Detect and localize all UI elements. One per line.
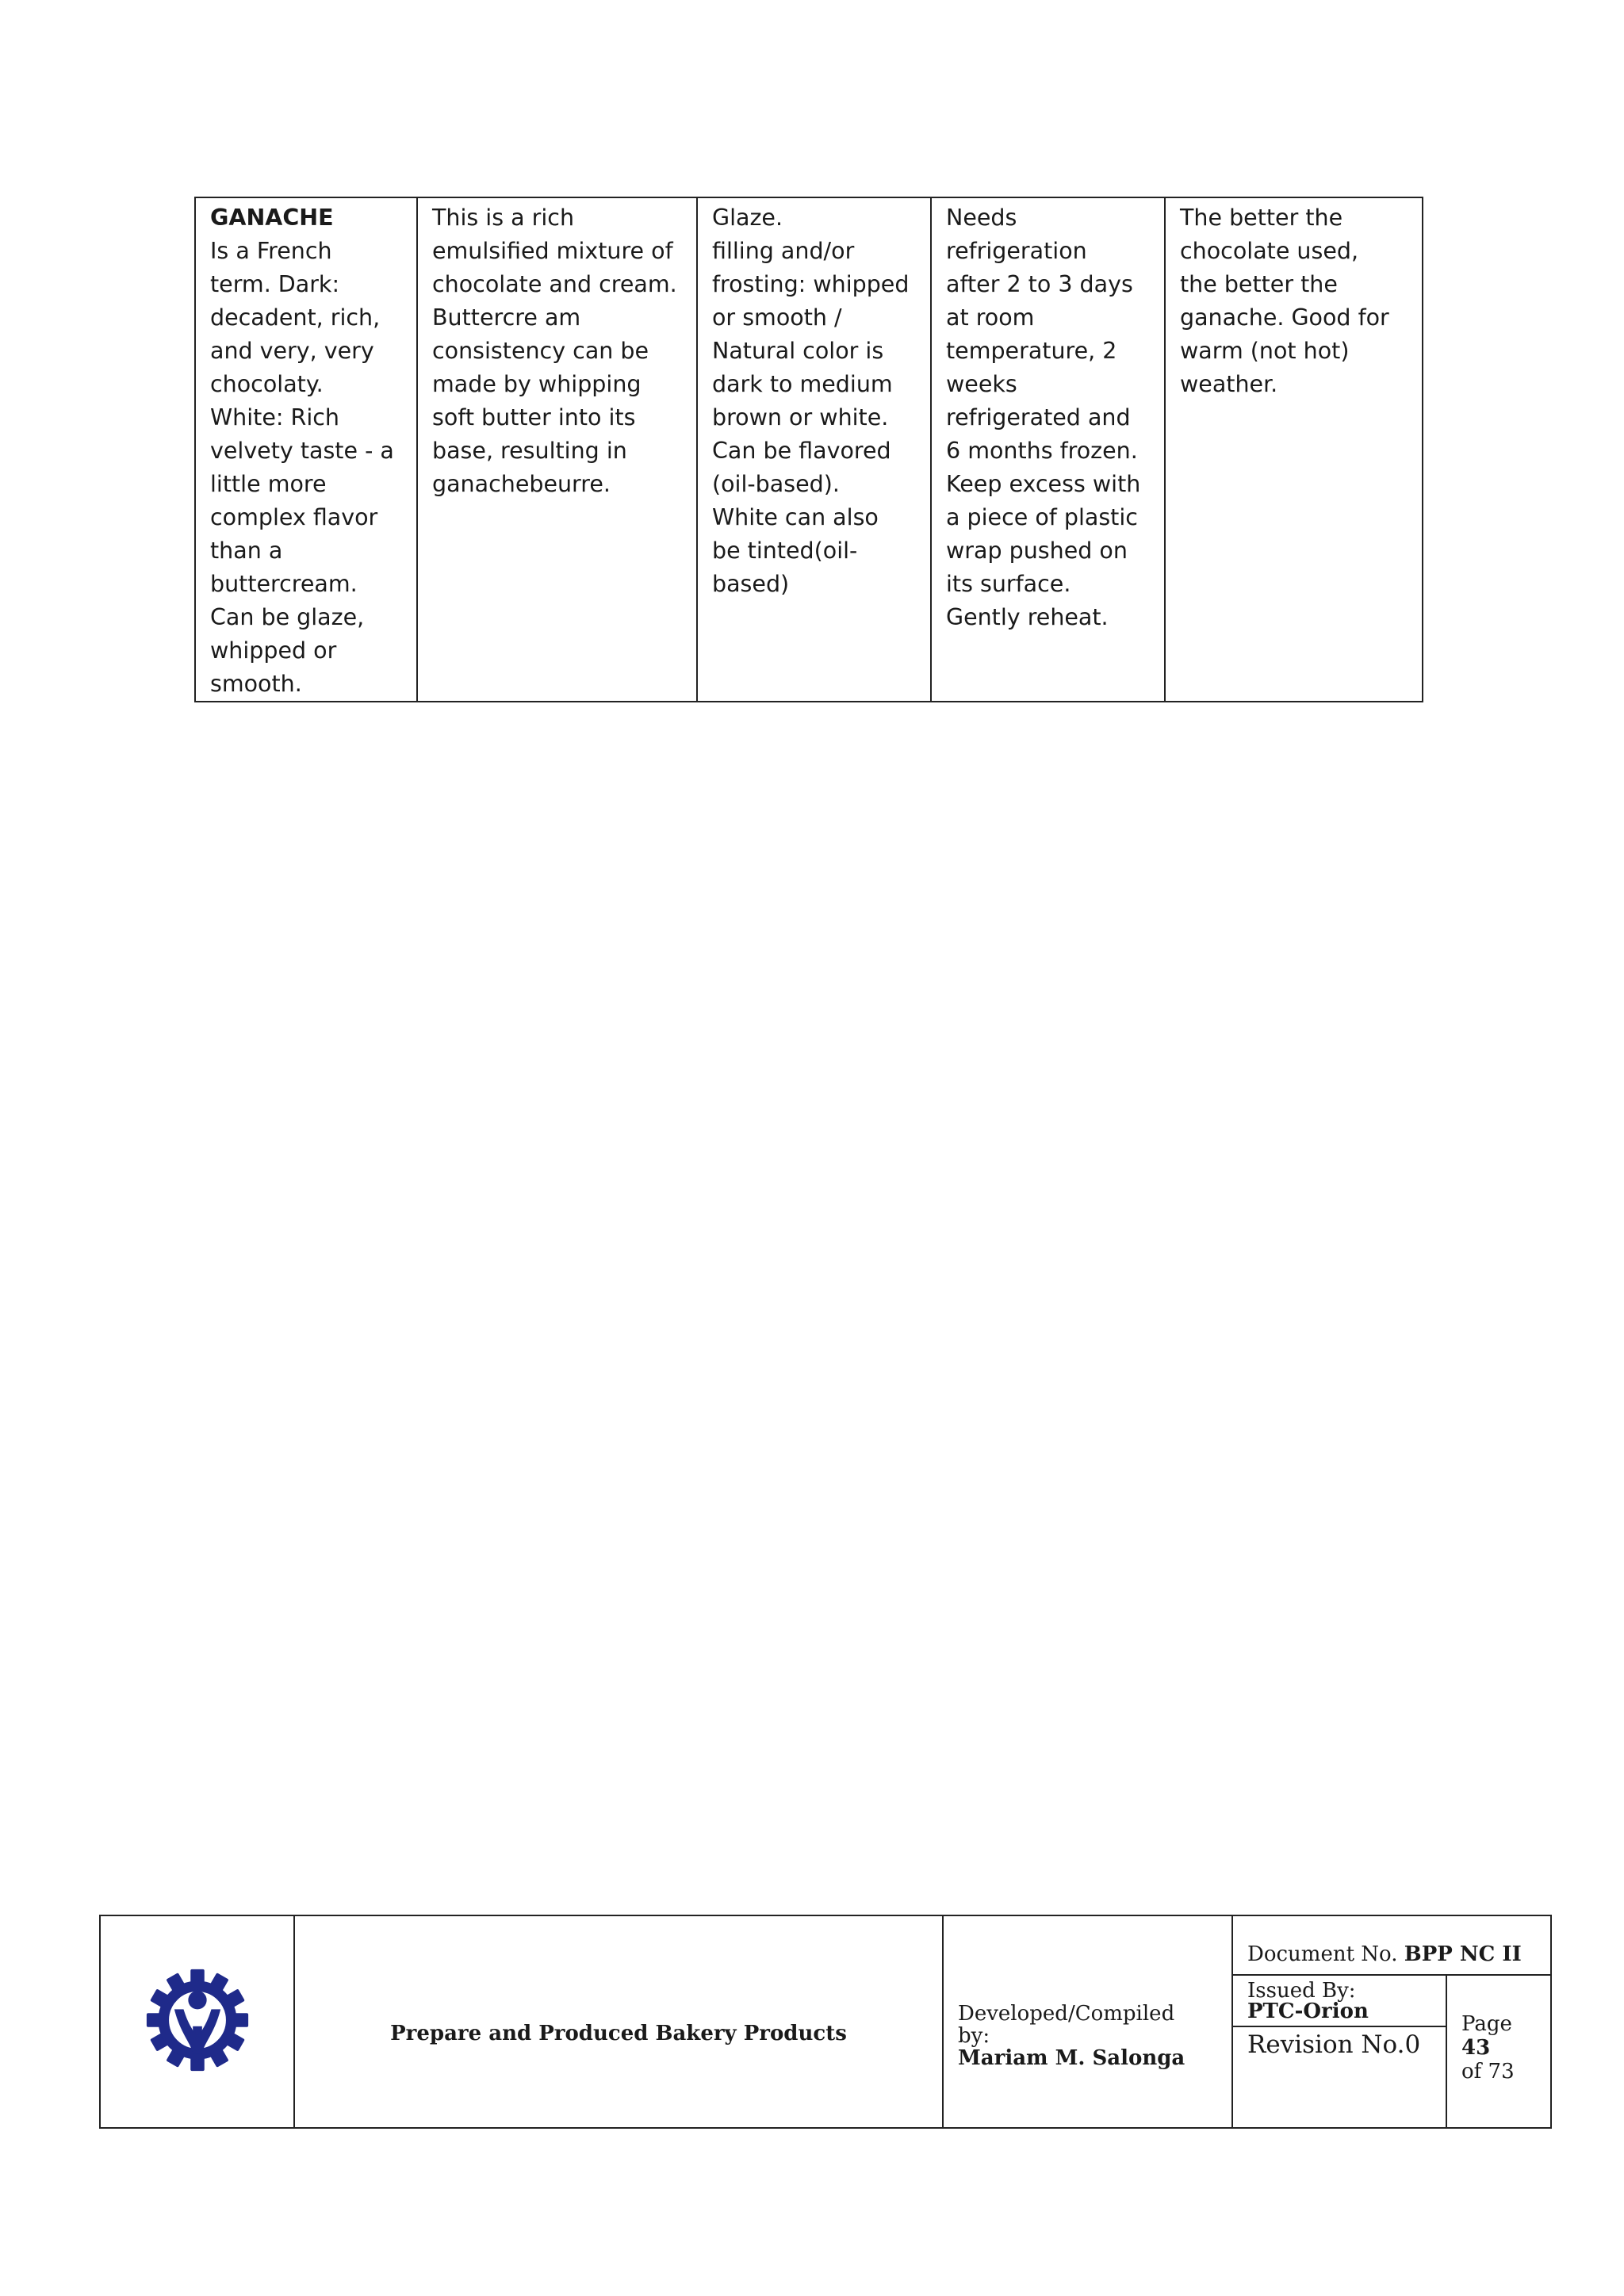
definition-cell: This is a rich emulsified mixture of chocolate and cream. Buttercre am consistency can be made by whipping soft butter into its base, resulting in ganachebeurre. <box>417 197 697 702</box>
document-number-cell <box>1232 1915 1551 1975</box>
term-cell <box>195 197 417 702</box>
developed-label: Developed/Compiled by: <box>958 2002 1175 2048</box>
issued-label: Issued By: <box>1247 1979 1356 2003</box>
table-row <box>195 197 1423 702</box>
page-label: Page <box>1461 2012 1512 2036</box>
developer-cell <box>943 1915 1232 2128</box>
term-description: Is a French term. Dark: decadent, rich, and very, very chocolaty. White: Rich velvety taste - a little more complex flavor than a buttercream. Can be glaze, whipped or smooth. <box>210 238 394 697</box>
document-number: BPP NC II <box>1404 1942 1522 1966</box>
ganache-info-table <box>194 197 1423 702</box>
tesda-gear-logo-icon <box>144 1966 251 2074</box>
document-footer <box>99 1915 1552 2129</box>
page-number: 43 <box>1461 2036 1491 2060</box>
tips-cell: The better the chocolate used, the better the ganache. Good for warm (not hot) weather. <box>1165 197 1423 702</box>
page-total: of 73 <box>1461 2060 1515 2084</box>
document-label: Document No. <box>1247 1942 1398 1966</box>
developer-name: Mariam M. Salonga <box>958 2046 1185 2070</box>
issued-by: PTC-Orion <box>1247 1999 1369 2023</box>
page-cell <box>1446 1975 1551 2128</box>
storage-cell: Needs refrigeration after 2 to 3 days at room temperature, 2 weeks refrigerated and 6 months frozen. Keep excess with a piece of plastic wrap pushed on its surface. Gently reheat. <box>931 197 1165 702</box>
course-title: Prepare and Produced Bakery Products <box>294 1915 943 2128</box>
logo-cell <box>100 1915 294 2128</box>
uses-cell: Glaze. filling and/or frosting: whipped or smooth / Natural color is dark to medium brown or white. Can be flavored (oil-based). White can also be tinted(oil- based) <box>697 197 931 702</box>
issued-by-cell <box>1232 1975 1446 2026</box>
revision-cell: Revision No.0 <box>1232 2026 1446 2128</box>
term-title: GANACHE <box>210 205 334 231</box>
